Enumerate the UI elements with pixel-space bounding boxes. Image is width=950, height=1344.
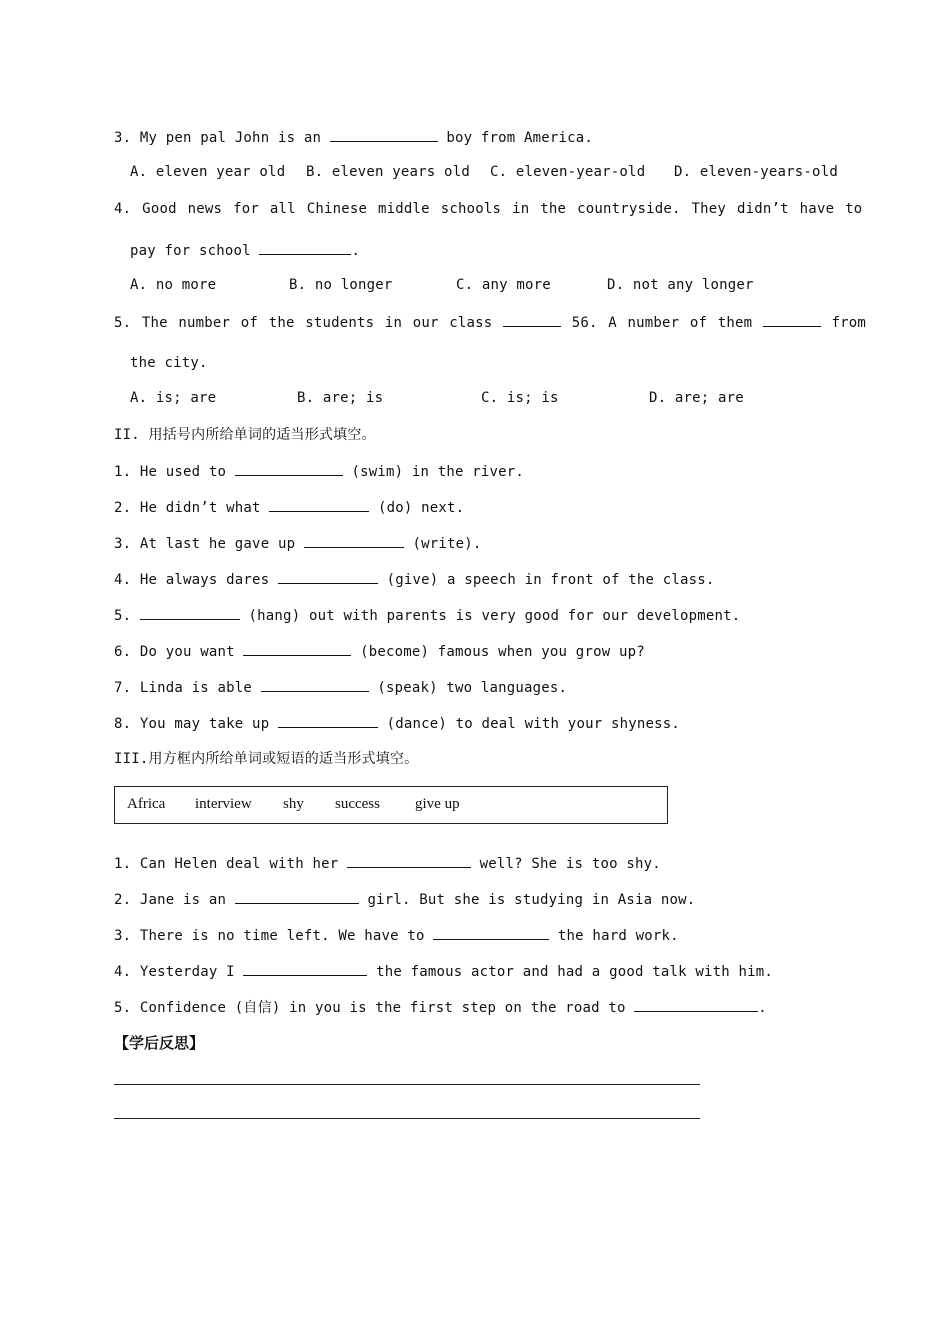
item-text: girl. But she is studying in Asia now.	[367, 892, 696, 908]
stem-text: 3. My pen pal John is an	[114, 130, 322, 146]
fill-item	[114, 570, 715, 589]
item-text: 4. Yesterday I	[114, 964, 235, 980]
item-text: (dance) to deal with your shyness.	[386, 716, 680, 732]
option-d: D. not any longer	[607, 277, 754, 293]
question-3-stem	[114, 128, 593, 147]
stem-text: boy from America.	[446, 130, 594, 146]
stem-text: 56. A number of them	[571, 315, 753, 331]
item-text: well? She is too shy.	[479, 856, 661, 872]
fill-item	[114, 498, 464, 517]
word-bank-box	[114, 786, 668, 824]
writing-line	[114, 1084, 700, 1085]
item-text: .	[758, 1000, 767, 1016]
option-c: C. any more	[456, 277, 551, 293]
word-bank-item: interview	[195, 796, 252, 812]
answer-blank	[330, 128, 438, 142]
option-b: B. no longer	[289, 277, 393, 293]
item-text: 2. Jane is an	[114, 892, 227, 908]
question-4-stem-line2	[130, 241, 360, 260]
answer-blank	[347, 854, 471, 868]
item-text: (speak) two languages.	[377, 680, 568, 696]
answer-blank	[763, 313, 821, 327]
item-text: 6. Do you want	[114, 644, 235, 660]
item-text: (hang) out with parents is very good for our development.	[248, 608, 741, 624]
fill-item	[114, 462, 524, 481]
section-2-title: II. 用括号内所给单词的适当形式填空。	[114, 427, 376, 443]
stem-text: .	[351, 243, 361, 259]
item-text: (write).	[412, 536, 482, 552]
answer-blank	[269, 498, 369, 512]
fill-item	[114, 642, 645, 661]
question-5-stem	[114, 313, 866, 332]
option-a: A. eleven year old	[130, 164, 286, 180]
writing-line	[114, 1118, 700, 1119]
option-b: B. are; is	[297, 390, 384, 406]
answer-blank	[243, 962, 367, 976]
fill-item	[114, 854, 661, 873]
option-c: C. eleven-year-old	[490, 164, 646, 180]
question-5-stem-line2: the city.	[130, 355, 208, 371]
item-text: 3. At last he gave up	[114, 536, 296, 552]
fill-item	[114, 926, 679, 945]
item-text: 5. Confidence (自信) in you is the first step on the road to	[114, 1000, 626, 1016]
item-text: (do) next.	[377, 500, 465, 516]
word-bank-item: Africa	[127, 796, 166, 812]
option-b: B. eleven years old	[306, 164, 470, 180]
item-text: (become) famous when you grow up?	[360, 644, 645, 660]
option-a: A. is; are	[130, 390, 217, 406]
answer-blank	[235, 462, 343, 476]
item-text: 3. There is no time left. We have to	[114, 928, 425, 944]
item-text: 8. You may take up	[114, 716, 270, 732]
item-text: (swim) in the river.	[351, 464, 525, 480]
fill-item	[114, 962, 773, 981]
item-text: 7. Linda is able	[114, 680, 253, 696]
answer-blank	[634, 998, 758, 1012]
stem-text: from	[831, 315, 867, 331]
item-text: 1. He used to	[114, 464, 227, 480]
word-bank-item: success	[335, 796, 380, 812]
word-bank-item: give up	[415, 796, 460, 812]
section-3-title: III.用方框内所给单词或短语的适当形式填空。	[114, 751, 419, 767]
option-c: C. is; is	[481, 390, 559, 406]
stem-text: pay for school	[130, 243, 251, 259]
question-4-stem: 4. Good news for all Chinese middle schools in the countryside. They didn’t have to	[114, 201, 863, 217]
answer-blank	[261, 678, 369, 692]
item-text: 2. He didn’t what	[114, 500, 261, 516]
option-d: D. eleven-years-old	[674, 164, 838, 180]
answer-blank	[304, 534, 404, 548]
answer-blank	[503, 313, 561, 327]
fill-item	[114, 678, 567, 697]
answer-blank	[243, 642, 351, 656]
answer-blank	[140, 606, 240, 620]
item-text: 1. Can Helen deal with her	[114, 856, 339, 872]
fill-item	[114, 534, 482, 553]
fill-item	[114, 890, 695, 909]
answer-blank	[278, 714, 378, 728]
word-bank-item: shy	[283, 796, 304, 812]
option-a: A. no more	[130, 277, 217, 293]
option-d: D. are; are	[649, 390, 744, 406]
item-text: the hard work.	[557, 928, 679, 944]
answer-blank	[235, 890, 359, 904]
stem-text: 5. The number of the students in our class	[114, 315, 493, 331]
fill-item	[114, 714, 680, 733]
reflection-title: 【学后反思】	[114, 1034, 205, 1052]
answer-blank	[259, 241, 351, 255]
answer-blank	[278, 570, 378, 584]
item-text: 5.	[114, 608, 132, 624]
answer-blank	[433, 926, 549, 940]
fill-item	[114, 998, 767, 1017]
item-text: the famous actor and had a good talk with him.	[376, 964, 774, 980]
item-text: (give) a speech in front of the class.	[386, 572, 715, 588]
item-text: 4. He always dares	[114, 572, 270, 588]
fill-item	[114, 606, 740, 625]
